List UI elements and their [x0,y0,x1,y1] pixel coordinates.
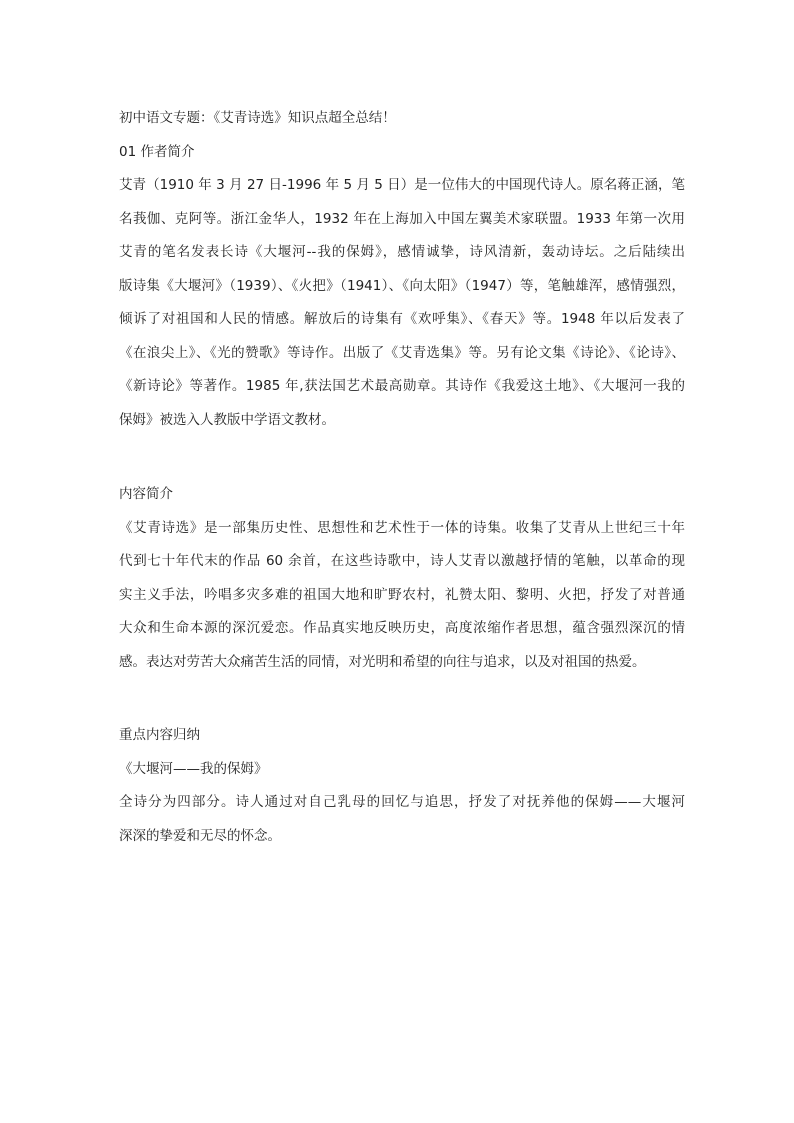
paragraph-line: 名莪伽、克阿等。浙江金华人，1932 年在上海加入中国左翼美术家联盟。1933 年第一次用 [119,210,685,227]
document-page [119,102,685,853]
paragraph-line: 大众和生命本源的深沉爱恋。作品真实地反映历史，高度浓缩作者思想，蕴含强烈深沉的情 [119,620,685,636]
paragraph-line: 版诗集《大堰河》（1939）、《火把》（1941）、《向太阳》（1947）等，笔触雄浑，感情强烈， [119,277,685,294]
paragraph-line: 艾青的笔名发表长诗《大堰河--我的保姆》，感情诚挚，诗风清新，轰动诗坛。之后陆续出 [119,244,685,260]
paragraph-line: 感。表达对劳苦大众痛苦生活的同情，对光明和希望的向往与追求，以及对祖国的热爱。 [119,653,646,670]
poem-title: 《大堰河——我的保姆》 [119,760,268,777]
paragraph-line: 艾青（1910 年 3 月 27 日-1996 年 5 月 5 日）是一位伟大的中国现代诗人。原名蒋正涵，笔 [119,177,685,193]
paragraph-line: 全诗分为四部分。诗人通过对自己乳母的回忆与追思，抒发了对抚养他的保姆——大堰河 [119,794,685,810]
section-heading-key-points: 重点内容归纳 [119,727,200,743]
paragraph-line: 倾诉了对祖国和人民的情感。解放后的诗集有《欢呼集》、《春天》等。1948 年以后发表了 [119,311,685,327]
section-heading-author: 01 作者简介 [119,143,195,160]
paragraph-line: 保姆》被选入人教版中学语文教材。 [119,411,335,428]
spacer [119,437,685,478]
paragraph-line: 《艾青诗选》是一部集历史性、思想性和艺术性于一体的诗集。收集了艾青从上世纪三十年 [119,519,685,536]
paragraph-line: 实主义手法，吟唱多灾多难的祖国大地和旷野农村，礼赞太阳、黎明、火把，抒发了对普通 [119,586,685,603]
section-heading-content: 内容简介 [119,486,173,502]
paragraph-line: 《在浪尖上》、《光的赞歌》等诗作。出版了《艾青选集》等。另有论文集《诗论》、《论诗》、 [119,344,685,361]
paragraph-line: 《新诗论》等著作。1985 年,获法国艺术最高勋章。其诗作《我爱这土地》、《大堰河一我的 [119,378,685,394]
paragraph-line: 深深的挚爱和无尽的怀念。 [119,827,281,844]
document-title: 初中语文专题：《艾青诗选》知识点超全总结！ [119,110,396,126]
spacer [119,679,685,719]
paragraph-line: 代到七十年代末的作品 60 余首，在这些诗歌中，诗人艾青以激越抒情的笔触，以革命的现 [119,553,685,569]
